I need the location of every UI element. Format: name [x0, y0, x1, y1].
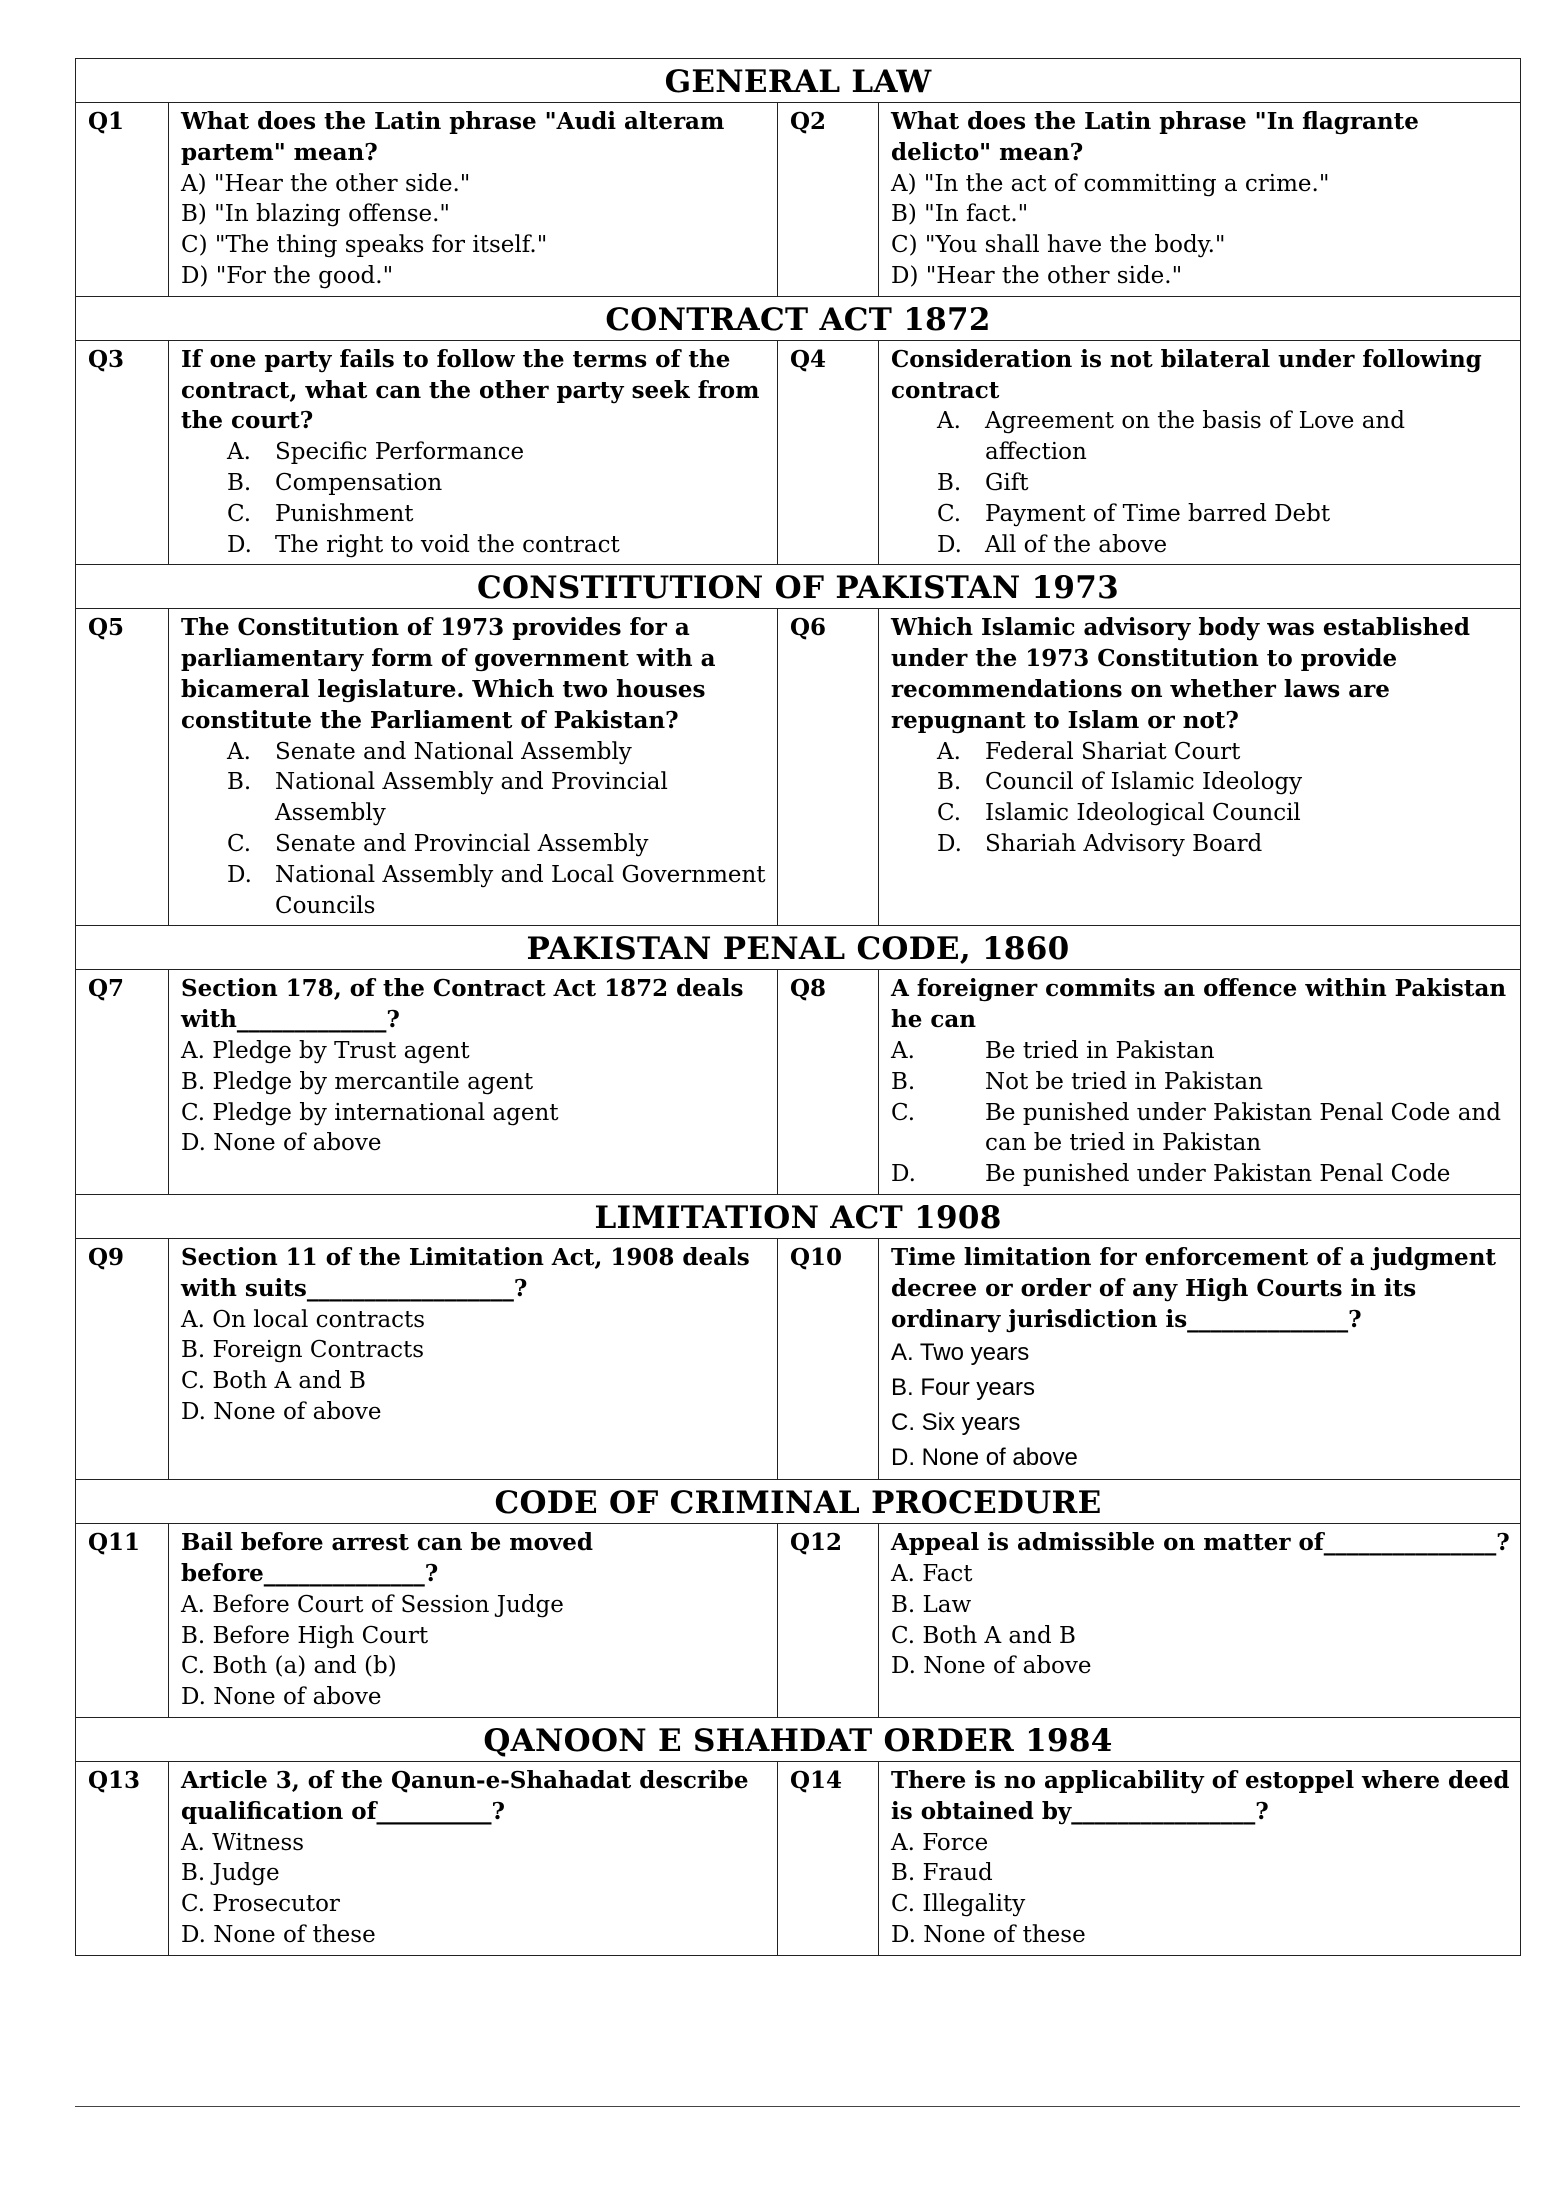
- option-text: Be punished under Pakistan Penal Code and can be tried in Pakistan: [985, 1099, 1501, 1157]
- option-label: D.: [937, 830, 962, 857]
- option: A. On local contracts: [181, 1306, 426, 1333]
- option: A. Two years: [891, 1339, 1030, 1367]
- option-label: C.: [891, 1099, 916, 1126]
- option-label: D.: [937, 531, 962, 558]
- option-text: Council of Islamic Ideology: [985, 769, 1303, 796]
- question-cell: [879, 103, 1521, 297]
- option-label: A.: [227, 738, 251, 765]
- option-label: B.: [937, 769, 962, 796]
- option-label: A.: [937, 738, 961, 765]
- question-cell: [169, 340, 778, 565]
- option: [891, 406, 1512, 468]
- question-text: What does the Latin phrase "In flagrante delicto" mean?: [891, 108, 1419, 166]
- question-text: A foreigner commits an offence within Pakistan he can: [891, 975, 1507, 1034]
- option: B. Four years: [891, 1374, 1036, 1402]
- option: [891, 530, 1512, 561]
- option: D. None of these: [181, 1922, 376, 1949]
- option-text: Senate and National Assembly: [275, 738, 632, 765]
- option-text: Islamic Ideological Council: [985, 800, 1301, 827]
- option: [181, 437, 769, 468]
- question-number: Q5: [76, 609, 169, 926]
- question-table: [75, 58, 1521, 1956]
- option-text: Not be tried in Pakistan: [985, 1068, 1263, 1095]
- section-header-row: [76, 296, 1521, 340]
- option: C. Illegality: [891, 1891, 1026, 1918]
- section-title: LIMITATION ACT 1908: [76, 1194, 1521, 1238]
- option: D) "For the good.": [181, 262, 394, 289]
- question-text: Time limitation for enforcement of a judgment decree or order of any High Courts in its ordinary jurisdiction is______________?: [891, 1243, 1497, 1333]
- option: [181, 499, 769, 530]
- question-number: Q10: [778, 1238, 879, 1479]
- option-text: Shariah Advisory Board: [985, 830, 1263, 857]
- option: [181, 767, 769, 829]
- option: [181, 737, 769, 768]
- option: C) "The thing speaks for itself.": [181, 232, 548, 259]
- section-title: GENERAL LAW: [76, 59, 1521, 103]
- question-cell: [169, 1238, 778, 1479]
- option: D. None of above: [181, 1684, 382, 1711]
- option: C. Both (a) and (b): [181, 1653, 397, 1680]
- option-text: Be tried in Pakistan: [985, 1037, 1215, 1064]
- question-number: Q2: [778, 103, 879, 297]
- question-row: [76, 340, 1521, 565]
- option: B) "In fact.": [891, 201, 1029, 228]
- option-text: Specific Performance: [275, 439, 525, 466]
- option: C. Both A and B: [181, 1368, 366, 1395]
- option: C. Pledge by international agent: [181, 1099, 559, 1126]
- option: D) "Hear the other side.": [891, 262, 1183, 289]
- option-text: Compensation: [275, 469, 443, 496]
- section-title: CONTRACT ACT 1872: [76, 296, 1521, 340]
- option: D. None of above: [181, 1130, 382, 1157]
- option-label: C.: [937, 800, 962, 827]
- option: D. None of above: [891, 1653, 1092, 1680]
- question-number: Q7: [76, 970, 169, 1195]
- question-text: Bail before arrest can be moved before______________?: [181, 1529, 594, 1588]
- question-cell: [879, 340, 1521, 565]
- question-number: Q3: [76, 340, 169, 565]
- option: B. Judge: [181, 1860, 280, 1887]
- option: D. None of above: [181, 1398, 382, 1425]
- question-number: Q1: [76, 103, 169, 297]
- option-text: Senate and Provincial Assembly: [275, 830, 649, 857]
- option: C. Both A and B: [891, 1622, 1076, 1649]
- question-text: What does the Latin phrase "Audi alteram partem" mean?: [181, 108, 725, 166]
- option-label: D.: [227, 531, 252, 558]
- option-text: National Assembly and Local Government Councils: [275, 861, 766, 919]
- question-number: Q9: [76, 1238, 169, 1479]
- section-header-row: [76, 1194, 1521, 1238]
- section-title: CONSTITUTION OF PAKISTAN 1973: [76, 565, 1521, 609]
- question-row: [76, 103, 1521, 297]
- question-text: Consideration is not bilateral under following contract: [891, 345, 1482, 404]
- question-row: [76, 1762, 1521, 1956]
- option: A. Fact: [891, 1561, 973, 1588]
- option-text: All of the above: [985, 531, 1168, 558]
- section-header-row: [76, 1480, 1521, 1524]
- option-text: National Assembly and Provincial Assembly: [275, 769, 668, 827]
- question-cell: [169, 1762, 778, 1956]
- option: D. None of above: [891, 1444, 1078, 1472]
- question-text: Article 3, of the Qanun-e-Shahadat describe qualification of__________?: [181, 1767, 749, 1825]
- question-number: Q13: [76, 1762, 169, 1956]
- option: B) "In blazing offense.": [181, 201, 451, 228]
- question-text: Appeal is admissible on matter of_______________?: [891, 1529, 1510, 1557]
- question-row: [76, 609, 1521, 926]
- question-text: Which Islamic advisory body was established under the 1973 Constitution to provide recommendations on whether laws are repugnant to Islam or not?: [891, 614, 1470, 734]
- question-cell: [169, 1524, 778, 1718]
- question-row: [76, 1524, 1521, 1718]
- option: [891, 1036, 1512, 1067]
- option-text: Be punished under Pakistan Penal Code: [985, 1161, 1451, 1188]
- option-text: Punishment: [275, 500, 414, 527]
- question-number: Q8: [778, 970, 879, 1195]
- option: C. Prosecutor: [181, 1891, 340, 1918]
- option-label: B.: [937, 469, 962, 496]
- option: C. Six years: [891, 1409, 1021, 1437]
- option-label: C.: [227, 500, 252, 527]
- question-text: There is no applicability of estoppel where deed is obtained by________________?: [891, 1767, 1510, 1825]
- option: [891, 829, 1512, 860]
- question-cell: [879, 609, 1521, 926]
- option: [181, 860, 769, 922]
- question-row: [76, 1238, 1521, 1479]
- option: [891, 499, 1512, 530]
- question-number: Q4: [778, 340, 879, 565]
- section-title: PAKISTAN PENAL CODE, 1860: [76, 926, 1521, 970]
- option: A. Witness: [181, 1829, 305, 1856]
- question-cell: [169, 609, 778, 926]
- section-header-row: [76, 565, 1521, 609]
- option: [891, 1098, 1512, 1160]
- section-title: QANOON E SHAHDAT ORDER 1984: [76, 1718, 1521, 1762]
- option: [891, 1067, 1512, 1098]
- option-text: Payment of Time barred Debt: [985, 500, 1331, 527]
- question-number: Q14: [778, 1762, 879, 1956]
- option: [891, 1159, 1512, 1190]
- option: D. None of these: [891, 1922, 1086, 1949]
- option: A. Force: [891, 1829, 989, 1856]
- option: [181, 468, 769, 499]
- question-cell: [879, 970, 1521, 1195]
- option-label: A.: [937, 408, 961, 435]
- option-label: A.: [227, 439, 251, 466]
- section-header-row: [76, 926, 1521, 970]
- option-label: B.: [227, 469, 252, 496]
- option: A) "Hear the other side.": [181, 170, 471, 197]
- option-text: Agreement on the basis of Love and affection: [985, 408, 1405, 466]
- question-cell: [879, 1238, 1521, 1479]
- option: [891, 798, 1512, 829]
- option: A) "In the act of committing a crime.": [891, 170, 1330, 197]
- section-header-row: [76, 1718, 1521, 1762]
- option-text: Federal Shariat Court: [985, 738, 1241, 765]
- question-number: Q12: [778, 1524, 879, 1718]
- option-label: D.: [227, 861, 252, 888]
- option: [181, 530, 769, 561]
- question-text: Section 178, of the Contract Act 1872 deals with_____________?: [181, 975, 744, 1034]
- option: B. Law: [891, 1591, 972, 1618]
- option: [891, 737, 1512, 768]
- section-header-row: [76, 59, 1521, 103]
- section-title: CODE OF CRIMINAL PROCEDURE: [76, 1480, 1521, 1524]
- option: [891, 767, 1512, 798]
- question-number: Q6: [778, 609, 879, 926]
- option-label: D.: [891, 1161, 916, 1188]
- option-text: The right to void the contract: [275, 531, 620, 558]
- option-label: A.: [891, 1037, 915, 1064]
- option-label: B.: [891, 1068, 916, 1095]
- option: B. Foreign Contracts: [181, 1337, 425, 1364]
- question-cell: [169, 103, 778, 297]
- option: [181, 829, 769, 860]
- option-label: C.: [227, 830, 252, 857]
- question-row: [76, 970, 1521, 1195]
- question-number: Q11: [76, 1524, 169, 1718]
- option: A. Before Court of Session Judge: [181, 1591, 564, 1618]
- question-cell: [879, 1762, 1521, 1956]
- option: B. Fraud: [891, 1860, 993, 1887]
- question-cell: [879, 1524, 1521, 1718]
- option-label: C.: [937, 500, 962, 527]
- question-text: Section 11 of the Limitation Act, 1908 deals with suits__________________?: [181, 1243, 750, 1302]
- question-text: The Constitution of 1973 provides for a parliamentary form of government with a bicameral legislature. Which two houses constitute the Parliament of Pakistan?: [181, 614, 716, 734]
- option: [891, 468, 1512, 499]
- option-text: Gift: [985, 469, 1029, 496]
- footer-divider: [75, 2106, 1520, 2107]
- question-cell: [169, 970, 778, 1195]
- option-label: B.: [227, 769, 252, 796]
- option: B. Before High Court: [181, 1622, 429, 1649]
- option: B. Pledge by mercantile agent: [181, 1068, 534, 1095]
- option: C) "You shall have the body.": [891, 232, 1226, 259]
- question-text: If one party fails to follow the terms of the contract, what can the other party seek from the court?: [181, 345, 760, 435]
- option: A. Pledge by Trust agent: [181, 1037, 470, 1064]
